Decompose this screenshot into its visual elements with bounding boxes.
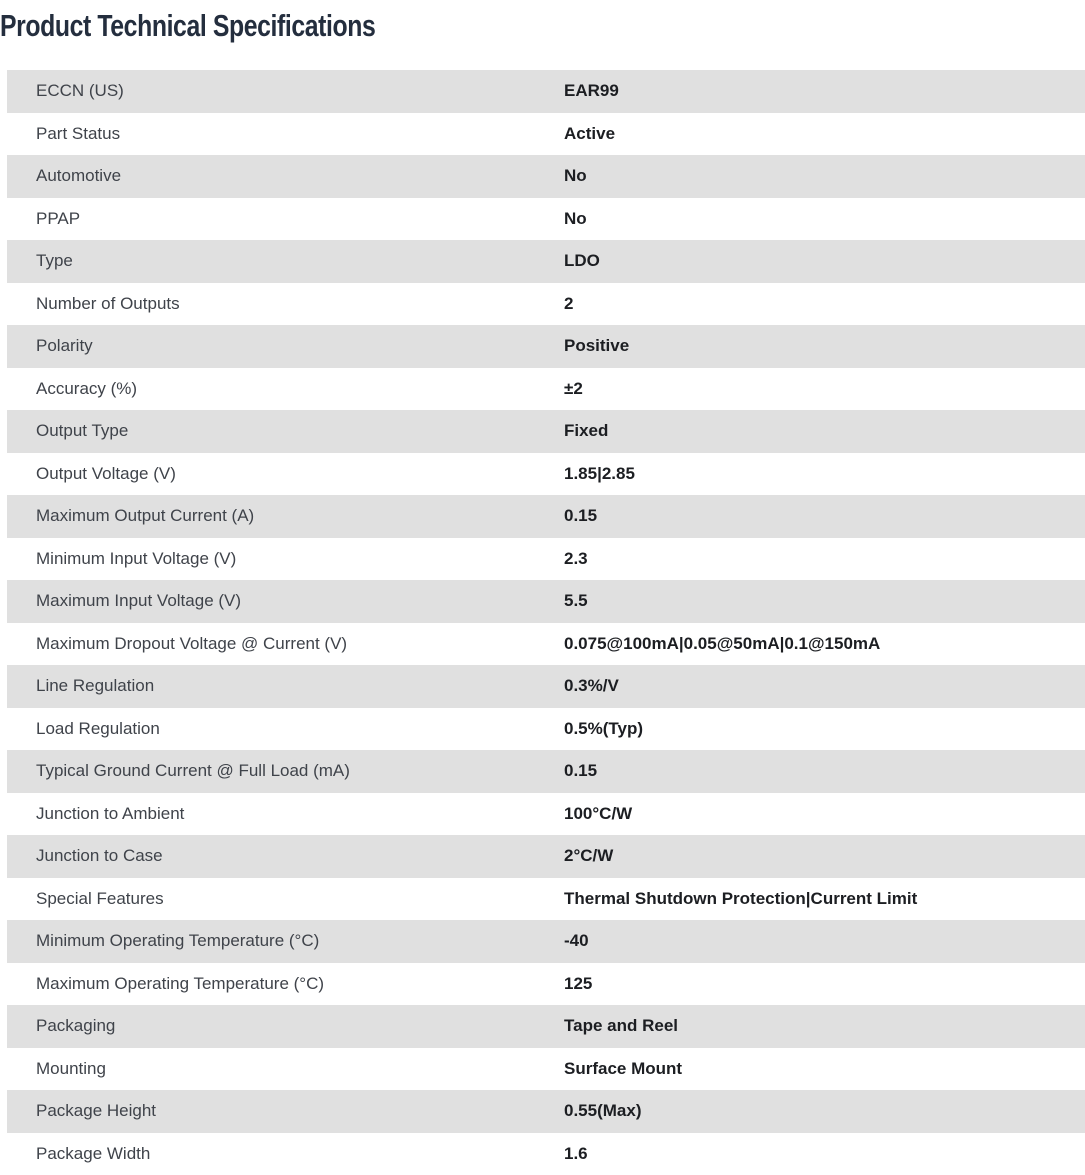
spec-label: ECCN (US) bbox=[7, 81, 564, 101]
spec-value: LDO bbox=[564, 251, 1085, 271]
spec-label: Type bbox=[7, 251, 564, 271]
spec-label: Special Features bbox=[7, 889, 564, 909]
table-row bbox=[7, 325, 1085, 368]
spec-value: Tape and Reel bbox=[564, 1016, 1085, 1036]
table-row bbox=[7, 623, 1085, 666]
spec-label: Automotive bbox=[7, 166, 564, 186]
spec-value: 2 bbox=[564, 294, 1085, 314]
spec-value: 0.5%(Typ) bbox=[564, 719, 1085, 739]
spec-label: Accuracy (%) bbox=[7, 379, 564, 399]
table-row bbox=[7, 453, 1085, 496]
page-title: Product Technical Specifications bbox=[0, 0, 868, 46]
table-row bbox=[7, 750, 1085, 793]
table-row bbox=[7, 70, 1085, 113]
table-row bbox=[7, 198, 1085, 241]
spec-value: 0.55(Max) bbox=[564, 1101, 1085, 1121]
spec-value: Fixed bbox=[564, 421, 1085, 441]
spec-label: Output Voltage (V) bbox=[7, 464, 564, 484]
spec-value: 2°C/W bbox=[564, 846, 1085, 866]
spec-value: 0.15 bbox=[564, 506, 1085, 526]
spec-label: Polarity bbox=[7, 336, 564, 356]
spec-label: Maximum Input Voltage (V) bbox=[7, 591, 564, 611]
spec-label: Typical Ground Current @ Full Load (mA) bbox=[7, 761, 564, 781]
spec-label: Package Width bbox=[7, 1144, 564, 1164]
table-row bbox=[7, 920, 1085, 963]
spec-label: PPAP bbox=[7, 209, 564, 229]
table-row bbox=[7, 1133, 1085, 1175]
spec-label: Part Status bbox=[7, 124, 564, 144]
table-row bbox=[7, 495, 1085, 538]
spec-value: 5.5 bbox=[564, 591, 1085, 611]
spec-label: Package Height bbox=[7, 1101, 564, 1121]
spec-value: 1.6 bbox=[564, 1144, 1085, 1164]
spec-label: Maximum Dropout Voltage @ Current (V) bbox=[7, 634, 564, 654]
spec-label: Mounting bbox=[7, 1059, 564, 1079]
spec-value: 2.3 bbox=[564, 549, 1085, 569]
spec-table bbox=[7, 70, 1085, 1175]
table-row bbox=[7, 113, 1085, 156]
table-row bbox=[7, 368, 1085, 411]
table-row bbox=[7, 793, 1085, 836]
spec-label: Junction to Ambient bbox=[7, 804, 564, 824]
spec-label: Number of Outputs bbox=[7, 294, 564, 314]
table-row bbox=[7, 878, 1085, 921]
table-row bbox=[7, 835, 1085, 878]
spec-value: 0.3%/V bbox=[564, 676, 1085, 696]
spec-value: Surface Mount bbox=[564, 1059, 1085, 1079]
table-row bbox=[7, 240, 1085, 283]
table-row bbox=[7, 1005, 1085, 1048]
table-row bbox=[7, 1090, 1085, 1133]
table-row bbox=[7, 963, 1085, 1006]
table-row bbox=[7, 665, 1085, 708]
table-row bbox=[7, 708, 1085, 751]
spec-label: Load Regulation bbox=[7, 719, 564, 739]
spec-value: No bbox=[564, 166, 1085, 186]
spec-value: 0.15 bbox=[564, 761, 1085, 781]
spec-value: 125 bbox=[564, 974, 1085, 994]
spec-value: No bbox=[564, 209, 1085, 229]
spec-value: 100°C/W bbox=[564, 804, 1085, 824]
spec-label: Output Type bbox=[7, 421, 564, 441]
spec-value: 1.85|2.85 bbox=[564, 464, 1085, 484]
spec-value: Positive bbox=[564, 336, 1085, 356]
table-row bbox=[7, 155, 1085, 198]
spec-value: EAR99 bbox=[564, 81, 1085, 101]
spec-value: -40 bbox=[564, 931, 1085, 951]
spec-label: Minimum Input Voltage (V) bbox=[7, 549, 564, 569]
spec-label: Junction to Case bbox=[7, 846, 564, 866]
spec-value: Active bbox=[564, 124, 1085, 144]
table-row bbox=[7, 1048, 1085, 1091]
spec-label: Line Regulation bbox=[7, 676, 564, 696]
table-row bbox=[7, 410, 1085, 453]
table-row bbox=[7, 580, 1085, 623]
spec-value: Thermal Shutdown Protection|Current Limit bbox=[564, 889, 1085, 909]
spec-label: Maximum Output Current (A) bbox=[7, 506, 564, 526]
spec-label: Minimum Operating Temperature (°C) bbox=[7, 931, 564, 951]
table-row bbox=[7, 283, 1085, 326]
spec-label: Packaging bbox=[7, 1016, 564, 1036]
spec-label: Maximum Operating Temperature (°C) bbox=[7, 974, 564, 994]
spec-value: ±2 bbox=[564, 379, 1085, 399]
table-row bbox=[7, 538, 1085, 581]
spec-value: 0.075@100mA|0.05@50mA|0.1@150mA bbox=[564, 634, 1085, 654]
